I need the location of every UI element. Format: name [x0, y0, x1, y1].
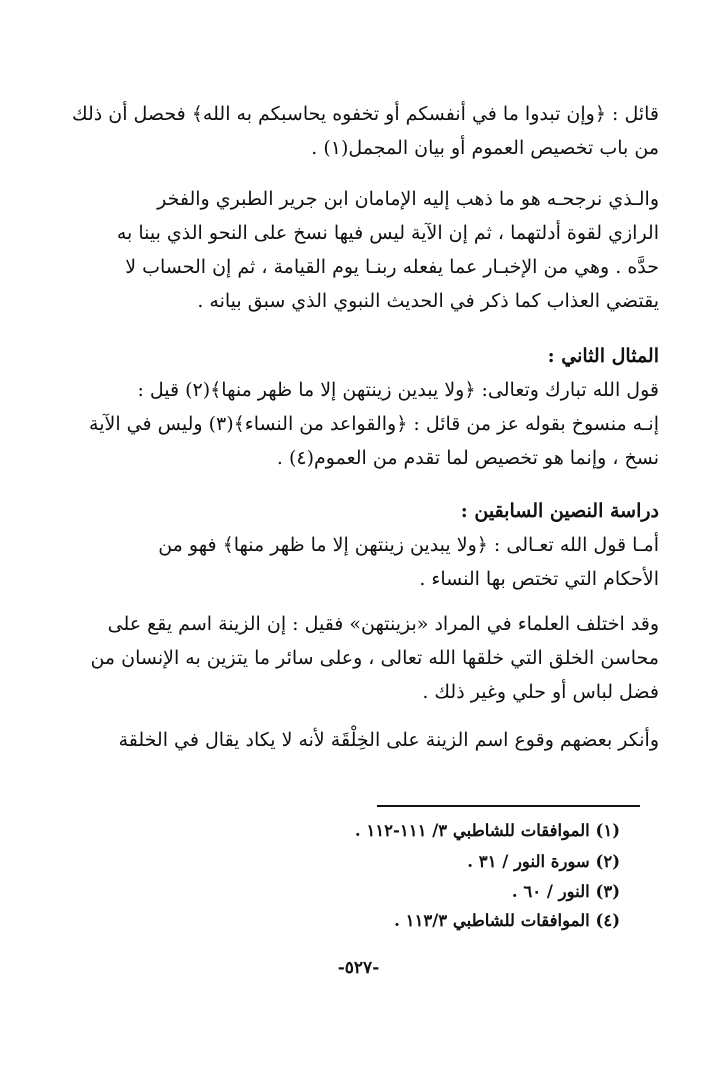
section-heading: دراسة النصين السابقين : [460, 500, 659, 522]
text-line: الرازي لقوة أدلتهما ، ثم إن الآية ليس فيها نسخ على النحو الذي بينا به [116, 222, 659, 244]
text-line: والـذي نرجحـه هو ما ذهب إليه الإمامان ابن جرير الطبري والفخر [157, 188, 659, 210]
section-heading: المثال الثاني : [547, 345, 659, 367]
footnote: (٢) سورة النور / ٣١ . [467, 852, 620, 871]
section-study [49, 494, 659, 596]
footnote: (١) الموافقات للشاطبي ٣/ ١١١-١١٢ . [354, 821, 620, 840]
text-line: حدَّه . وهي من الإخبـار عما يفعله ربنـا يوم القيامة ، ثم إن الحساب لا [125, 256, 659, 278]
text-line: وأنكر بعضهم وقوع اسم الزينة على الخِلْقَة لأنه لا يكاد يقال في الخلقة [118, 729, 659, 751]
text-line: نسخ ، وإنما هو تخصيص لما تقدم من العموم(٤) . [276, 447, 659, 469]
footnote: (٤) الموافقات للشاطبي ١١٣/٣ . [394, 911, 620, 930]
text-line: قول الله تبارك وتعالى: ﴿ولا يبدين زينتهن إلا ما ظهر منها﴾(٢) قيل : [137, 379, 659, 401]
text-line: محاسن الخلق التي خلقها الله تعالى ، وعلى سائر ما يتزين به الإنسان من [90, 647, 659, 669]
footnote: (٣) النور / ٦٠ . [511, 882, 620, 901]
paragraph-1 [49, 97, 659, 165]
paragraph-scholars [49, 607, 659, 709]
text-line: أمـا قول الله تعـالى : ﴿ولا يبدين زينتهن إلا ما ظهر منها﴾ فهو من [158, 534, 659, 556]
section-example-two [49, 339, 659, 475]
text-line: فضل لباس أو حلي وغير ذلك . [422, 681, 659, 703]
text-line: يقتضي العذاب كما ذكر في الحديث النبوي الذي سبق بيانه . [197, 290, 659, 312]
text-line: قائل : ﴿وإن تبدوا ما في أنفسكم أو تخفوه يحاسبكم به الله﴾ فحصل أن ذلك [71, 103, 659, 125]
footnote-divider [377, 805, 640, 807]
text-line: من باب تخصيص العموم أو بيان المجمل(١) . [311, 137, 659, 159]
text-line: وقد اختلف العلماء في المراد «بزينتهن» فقيل : إن الزينة اسم يقع على [107, 613, 659, 635]
text-line: الأحكام التي تختص بها النساء . [419, 568, 659, 590]
paragraph-last [49, 723, 659, 757]
page-number: -٥٢٧- [337, 958, 380, 978]
text-line: إنـه منسوخ بقوله عز من قائل : ﴿والقواعد من النساء﴾(٣) وليس في الآية [89, 413, 659, 435]
paragraph-2 [49, 182, 659, 318]
